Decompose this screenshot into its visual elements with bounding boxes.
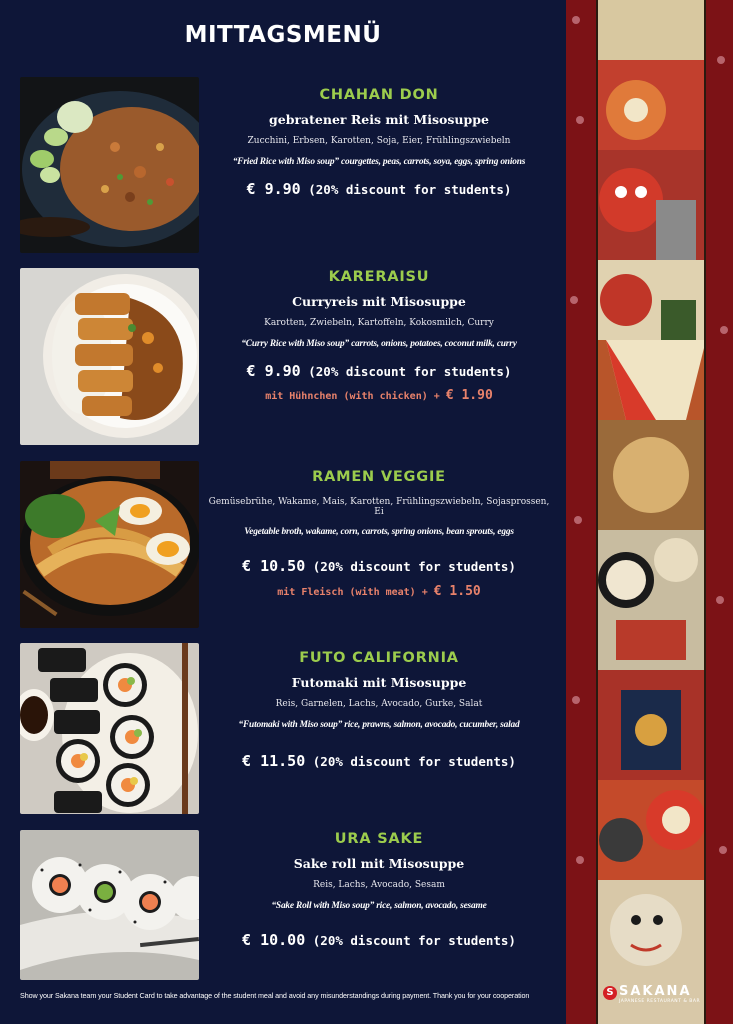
- dish-ingredients: Zucchini, Erbsen, Karotten, Soja, Eier, Frühlingszwiebeln: [247, 136, 511, 146]
- price-discount: (20% discount for students): [312, 933, 516, 948]
- addon-amount: € 1.50: [433, 584, 481, 599]
- price-discount: (20% discount for students): [308, 182, 512, 197]
- dish-english: “Curry Rice with Miso soup” carrots, onions, potatoes, coconut milk, curry: [241, 339, 517, 349]
- menu-item: [206, 469, 552, 599]
- price-value: € 11.50: [242, 752, 306, 770]
- dish-english: “Sake Roll with Miso soup” rice, salmon, avocado, sesame: [271, 901, 487, 911]
- dish-name: FUTO CALIFORNIA: [299, 650, 459, 666]
- dish-addon: [206, 388, 552, 403]
- addon-label: mit Fleisch (with meat) +: [277, 587, 428, 598]
- dish-price: [206, 362, 552, 380]
- dish-name: RAMEN VEGGIE: [312, 469, 446, 485]
- dish-subtitle: Sake roll mit Misosuppe: [293, 856, 465, 871]
- dish-english: “Futomaki with Miso soup” rice, prawns, salmon, avocado, cucumber, salad: [238, 720, 520, 730]
- dish-ingredients: Karotten, Zwiebeln, Kartoffeln, Kokosmilch, Curry: [264, 318, 494, 328]
- price-value: € 10.50: [242, 557, 306, 575]
- dish-price: [206, 557, 552, 575]
- dish-english: “Fried Rice with Miso soup” courgettes, peas, carrots, soya, eggs, spring onions: [232, 157, 526, 167]
- price-discount: (20% discount for students): [312, 559, 516, 574]
- price-value: € 10.00: [242, 931, 306, 949]
- brand-tagline: JAPANESE RESTAURANT & BAR: [619, 999, 701, 1004]
- addon-amount: € 1.90: [445, 388, 493, 403]
- dish-addon: [206, 584, 552, 599]
- curry-rice-photo: [20, 268, 199, 445]
- menu-item: [206, 650, 552, 770]
- addon-label: mit Hühnchen (with chicken) +: [265, 391, 440, 402]
- price-discount: (20% discount for students): [308, 364, 512, 379]
- dish-price: [206, 180, 552, 198]
- dish-subtitle: Curryreis mit Misosuppe: [292, 294, 466, 309]
- fried-rice-photo: [20, 77, 199, 253]
- dish-name: URA SAKE: [334, 831, 424, 847]
- fish-logo-icon: S: [603, 986, 617, 1000]
- price-value: € 9.90: [246, 180, 301, 198]
- dish-name: KARERAISU: [328, 269, 430, 285]
- price-discount: (20% discount for students): [312, 754, 516, 769]
- decorative-side-panel: [566, 0, 733, 1024]
- futomaki-photo: [20, 643, 199, 814]
- dish-ingredients: Reis, Lachs, Avocado, Sesam: [313, 880, 445, 890]
- menu-title: MITTAGSMENÜ: [184, 22, 382, 48]
- menu-item: [206, 87, 552, 198]
- dish-ingredients: Gemüsebrühe, Wakame, Mais, Karotten, Frühlingszwiebeln, Sojasprossen, Ei: [208, 497, 550, 517]
- brand-name: SAKANA: [619, 984, 692, 999]
- menu-item: [206, 831, 552, 949]
- footer-note: Show your Sakana team your Student Card to take advantage of the student meal and avoid any misunderstandings during payment. Thank you for your cooperation: [20, 991, 530, 1000]
- brand-logo: [603, 984, 703, 1006]
- menu-item: [206, 269, 552, 403]
- dish-subtitle: Futomaki mit Misosuppe: [291, 675, 467, 690]
- price-value: € 9.90: [246, 362, 301, 380]
- dish-ingredients: Reis, Garnelen, Lachs, Avocado, Gurke, Salat: [275, 699, 483, 709]
- dish-name: CHAHAN DON: [319, 87, 439, 103]
- dish-price: [206, 752, 552, 770]
- dish-price: [206, 931, 552, 949]
- ramen-photo: [20, 461, 199, 628]
- dish-english: Vegetable broth, wakame, corn, carrots, spring onions, bean sprouts, eggs: [244, 527, 514, 537]
- ura-sake-photo: [20, 830, 199, 980]
- dish-subtitle: gebratener Reis mit Misosuppe: [269, 112, 489, 127]
